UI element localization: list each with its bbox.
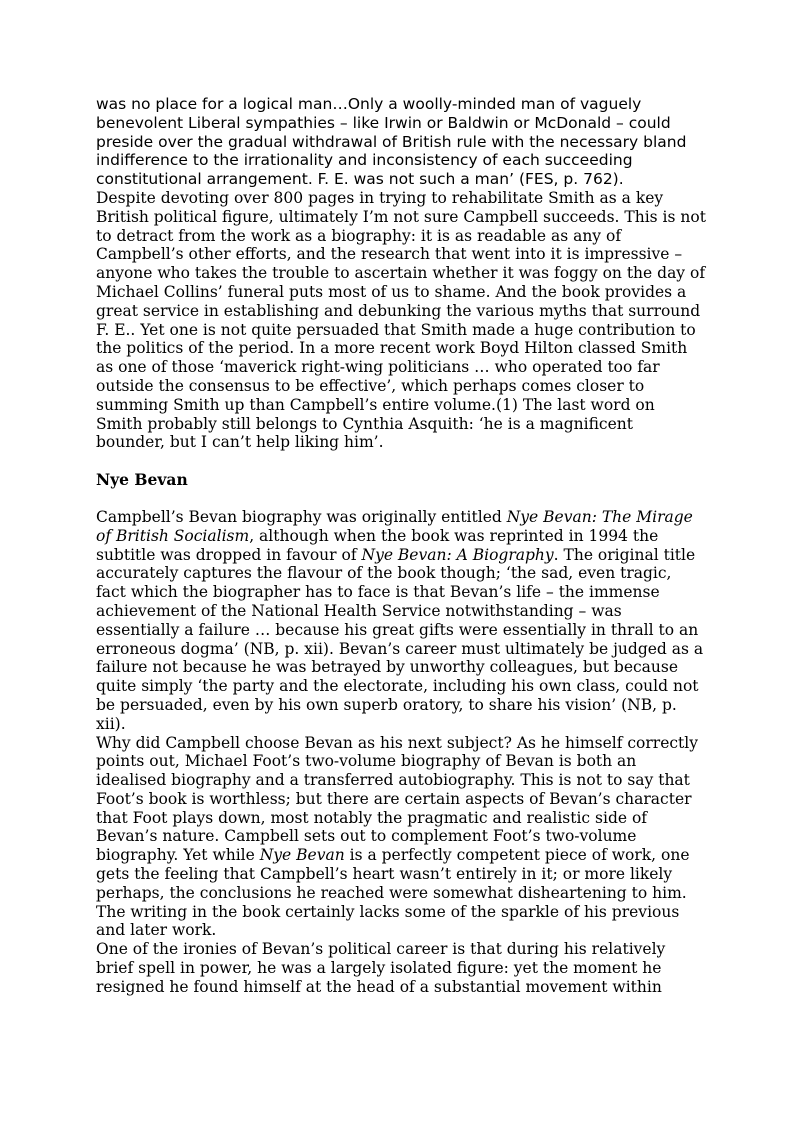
bevan-intro-text-1: Campbell’s Bevan biography was originally entitled	[96, 507, 507, 526]
why-bevan-text-1: Why did Campbell choose Bevan as his next subject? As he himself correctly points out, Michael Foot’s two-volume biography of Bevan is both an idealised biography and a transferred autobiography. This is not to say that Foot’s book is worthless; but there are certain aspects of Bevan’s character that Foot plays down, most notably the pragmatic and realistic side of Bevan’s nature. Campbell sets out to complement Foot’s two-volume biography. Yet while	[96, 733, 698, 865]
bevan-intro-text-2: , although when the book was reprinted in 1994 the subtitle was dropped in favour of	[96, 526, 659, 564]
why-bevan-text-2: is a perfectly competent piece of work, one gets the feeling that Campbell’s heart wasn’t entirely in it; or more likely perhaps, the conclusions he reached were somewhat disheartening to him. The writing in the book certainly lacks some of the sparkle of his previous and later work.	[96, 846, 690, 940]
paragraph-bevan-intro	[96, 508, 706, 734]
book-title-original: Nye Bevan: The Mirage of British Socialism	[96, 507, 693, 545]
book-title-nye-bevan: Nye Bevan	[259, 846, 345, 865]
section-heading: Nye Bevan	[96, 470, 188, 490]
book-title-reprint: Nye Bevan: A Biography	[361, 545, 554, 564]
spacer	[96, 490, 706, 508]
paragraph-ironies: One of the ironies of Bevan’s political career is that during his relatively brief spell in power, he was a largely isolated figure: yet the moment he resigned he found himself at the head of a substantial movement within	[96, 940, 666, 996]
document-page	[96, 95, 706, 997]
quote-continuation: was no place for a logical man…Only a woolly-minded man of vaguely benevolent Liberal sympathies – like Irwin or Baldwin or McDonald – could preside over the gradual withdrawal of British rule with the necessary bland indifference to the irrationality and inconsistency of each succeeding constitutional arrangement. F. E. was not such a man’ (FES, p. 762).	[96, 95, 687, 189]
spacer	[96, 452, 706, 471]
bevan-intro-text-3: . The original title accurately captures the flavour of the book though; ‘the sad, even tragic, fact which the biographer has to face is that Bevan’s life – the immense achievement of the National Health Service notwithstanding – was essentially a failure … because his great gifts were essentially in thrall to an erroneous dogma’ (NB, p. xii). Bevan’s career must ultimately be judged as a failure not because he was betrayed by unworthy colleagues, but because quite simply ‘the party and the electorate, including his own class, could not be persuaded, even by his own superb oratory, to share his vision’ (NB, p. xii).	[96, 545, 704, 733]
paragraph-fe-smith-conclusion: Despite devoting over 800 pages in trying to rehabilitate Smith as a key British political figure, ultimately I’m not sure Campbell succeeds. This is not to detract from the work as a biography: it is as readable as any of Campbell’s other efforts, and the research that went into it is impressive – anyone who takes the trouble to ascertain whether it was foggy on the day of Michael Collins’ funeral puts most of us to shame. And the book provides a great service in establishing and debunking the various myths that surround F. E.. Yet one is not quite persuaded that Smith made a huge contribution to the politics of the period. In a more recent work Boyd Hilton classed Smith as one of those ‘maverick right-wing politicians … who operated too far outside the consensus to be effective’, which perhaps comes closer to summing Smith up than Campbell’s entire volume.(1) The last word on Smith probably still belongs to Cynthia Asquith: ‘he is a magnificent bounder, but I can’t help liking him’.	[96, 188, 706, 452]
paragraph-why-bevan	[96, 734, 706, 941]
